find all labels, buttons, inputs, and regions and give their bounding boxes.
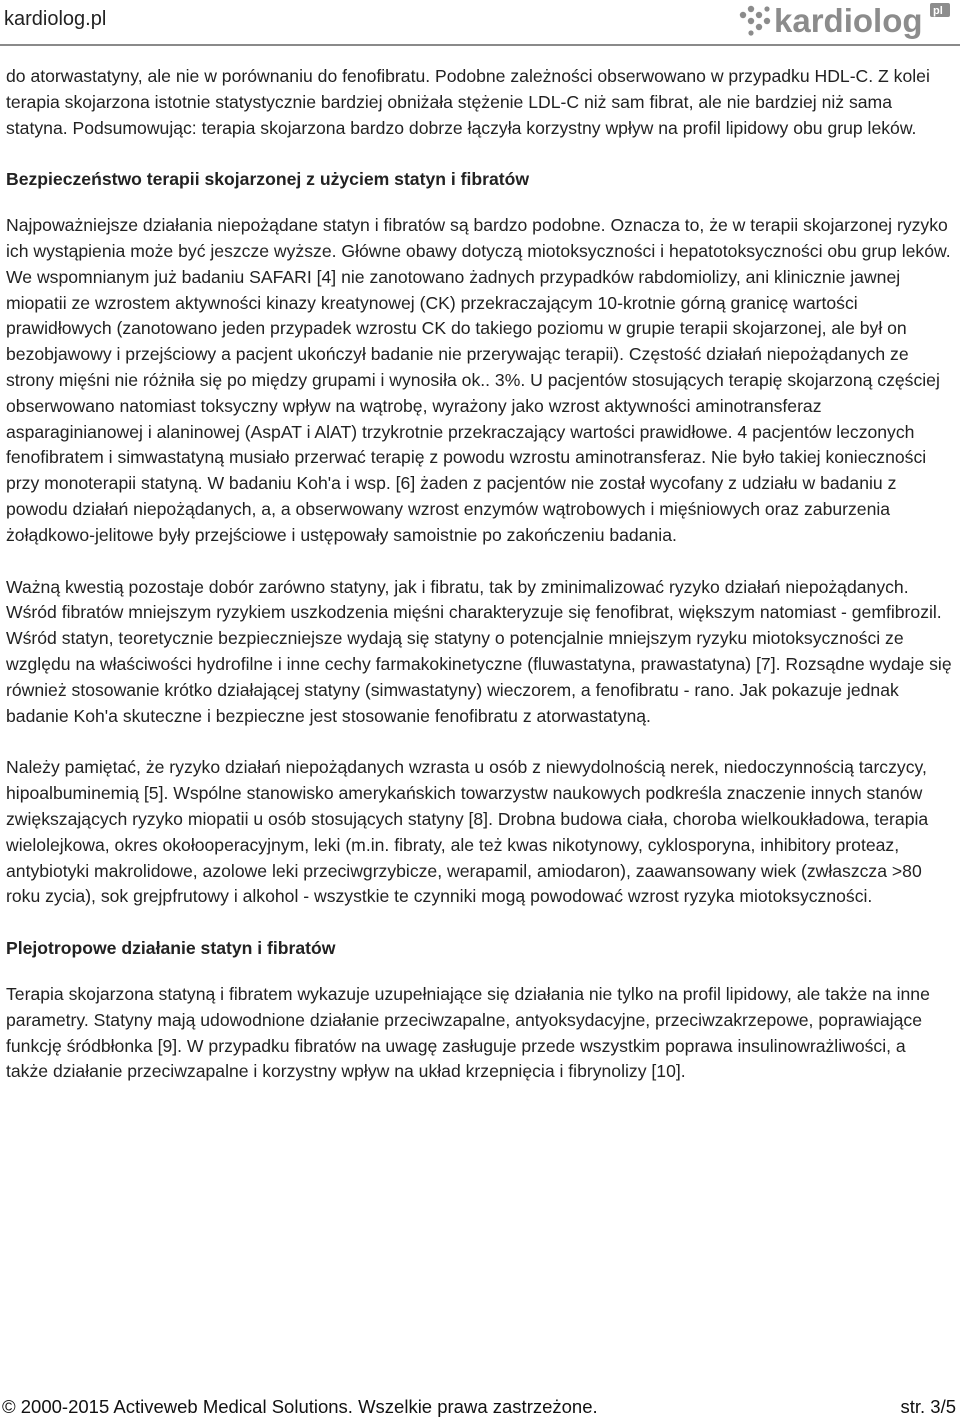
page-footer [0, 1396, 960, 1420]
paragraph-lipid-profile: do atorwastatyny, ale nie w porównaniu do fenofibratu. Podobne zależności obserwowano w przypadku HDL-C. Z kolei terapia skojarzona istotnie statystycznie bardziej obniżała stężenie LDL-C niż sam fibrat, ale nie bardziej niż sama statyna. Podsumowując: terapia skojarzona bardzo dobrze łączyła korzystny wpływ na profil lipidowy obu grup leków. [6, 66, 930, 138]
paragraph-drug-selection: Ważną kwestią pozostaje dobór zarówno statyny, jak i fibratu, tak by zminimalizować ryzyko działań niepożądanych. Wśród fibratów mniejszym ryzykiem uszkodzenia mięśni charakteryzuje się fenofibrat, większym natomiast - gemfibrozil. Wśród statyn, teoretycznie bezpieczniejsze wydają się statyny o potencjalnie mniejszym ryzyku miotoksyczności ze względu na właściwości hydrofilne i inne cechy farmakokinetyczne (fluwastatyna, prawastatyna) [7]. Rozsądne wydaje się również stosowanie krótko działającej statyny (simwastatyny) wieczorem, a fenofibratu - rano. Jak pokazuje jednak badanie Koh'a skuteczne i bezpieczne jest stosowanie fenofibratu z atorwastatyną. [6, 576, 952, 726]
heading-pleiotropic: Plejotropowe działanie statyn i fibratów [6, 938, 336, 959]
copyright-text: © 2000-2015 Activeweb Medical Solutions. Wszelkie prawa zastrzeżone. [2, 1396, 598, 1417]
kardiolog-logo[interactable] [738, 0, 958, 44]
header-divider [0, 44, 960, 46]
logo-wordmark: kardiolog [774, 2, 923, 39]
page-header [0, 0, 960, 48]
paragraph-risk-factors: Należy pamiętać, że ryzyko działań niepożądanych wzrasta u osób z niewydolnością nerek, niedoczynnością tarczycy, hipoalbuminemią [5]. Wspólne stanowisko amerykańskich towarzystw naukowych podkreśla znaczenie innych stanów zwiększających ryzyko miopatii u osób stosujących statyny [8]. Drobna budowa ciała, choroba wielkoukładowa, terapia wielolejkowa, okres okołooperacyjnym, leki (m.in. fibraty, ale też kwas nikotynowy, cyklosporyna, inhibitory proteaz, antybiotyki makrolidowe, azolowe leki przeciwgrzybicze, werapamil, amiodaron), zaawansowany wiek (zwłaszcza >80 roku zycia), sok grejpfrutowy i alkohol - wszystkie te czynniki mogą powodować wzrost ryzyka miotoksyczności. [6, 757, 929, 907]
page-number: str. 3/5 [900, 1396, 956, 1417]
paragraph-adverse-effects: Najpoważniejsze działania niepożądane statyn i fibratów są bardzo podobne. Oznacza to, że w terapii skojarzonej ryzyko ich wystąpienia może być jeszcze wyższe. Główne obawy dotyczą miotoksyczności i hepatotoksyczności obu grup leków. We wspomnianym już badaniu SAFARI [4] nie zanotowano żadnych przypadków rabdomiolizy, ani klinicznie jawnej miopatii ze wzrostem aktywności kinazy kreatynowej (CK) przekraczającym 10-krotnie górną granicę wartości prawidłowych (zanotowano jeden przypadek wzrostu CK do takiego poziomu w grupie terapii skojarzonej, ale był on bezobjawowy i przejściowy a pacjent ukończył badanie nie przerywając terapii). Częstość działań niepożądanych ze strony mięśni nie różniła się po między grupami i wynosiła ok.. 3%. U pacjentów stosujących terapię skojarzoną częściej obserwowano natomiast toksyczny wpływ na wątrobę, wyrażony jako wzrost aktywności aminotransferaz asparaginianowej i alaninowej (AspAT i AlAT) trzykrotnie przekraczający wartości prawidłowe. 4 pacjentów leczonych fenofibratem i simwastatyną musiało przerwać terapię z powodu wzrostu aminotransferaz. Nie było takiej konieczności przy monoterapii statyną. W badaniu Koh'a i wsp. [6] żaden z pacjentów nie został wycofany z udziału w badaniu z powodu działań niepożądanych, a, a obserwowany wzrost enzymów wątrobowych i mięśniowych oraz zaburzenia żołądkowo-jelitowe były przejściowe i ustępowały samoistnie po zakończeniu badania. [6, 215, 951, 545]
paragraph-pleiotropic-effects: Terapia skojarzona statyną i fibratem wykazuje uzupełniające się działania nie tylko na profil lipidowy, ale także na inne parametry. Statyny mają udowodnione działanie przeciwzapalne, antyoksydacyjne, przeciwzakrzepowe, poprawiające funkcję śródbłonka [9]. W przypadku fibratów na uwagę zasługuje przede wszystkim poprawa insulinowrażliwości, a także działanie przeciwzapalne i korzystny wpływ na układ krzepnięcia i fibrynolizy [10]. [6, 983, 930, 1082]
logo-dots-icon [740, 6, 770, 36]
heading-safety: Bezpieczeństwo terapii skojarzonej z użyciem statyn i fibratów [6, 169, 530, 190]
site-name[interactable]: kardiolog.pl [4, 8, 107, 30]
article-body [6, 64, 952, 1111]
logo-badge: pl [933, 5, 943, 17]
